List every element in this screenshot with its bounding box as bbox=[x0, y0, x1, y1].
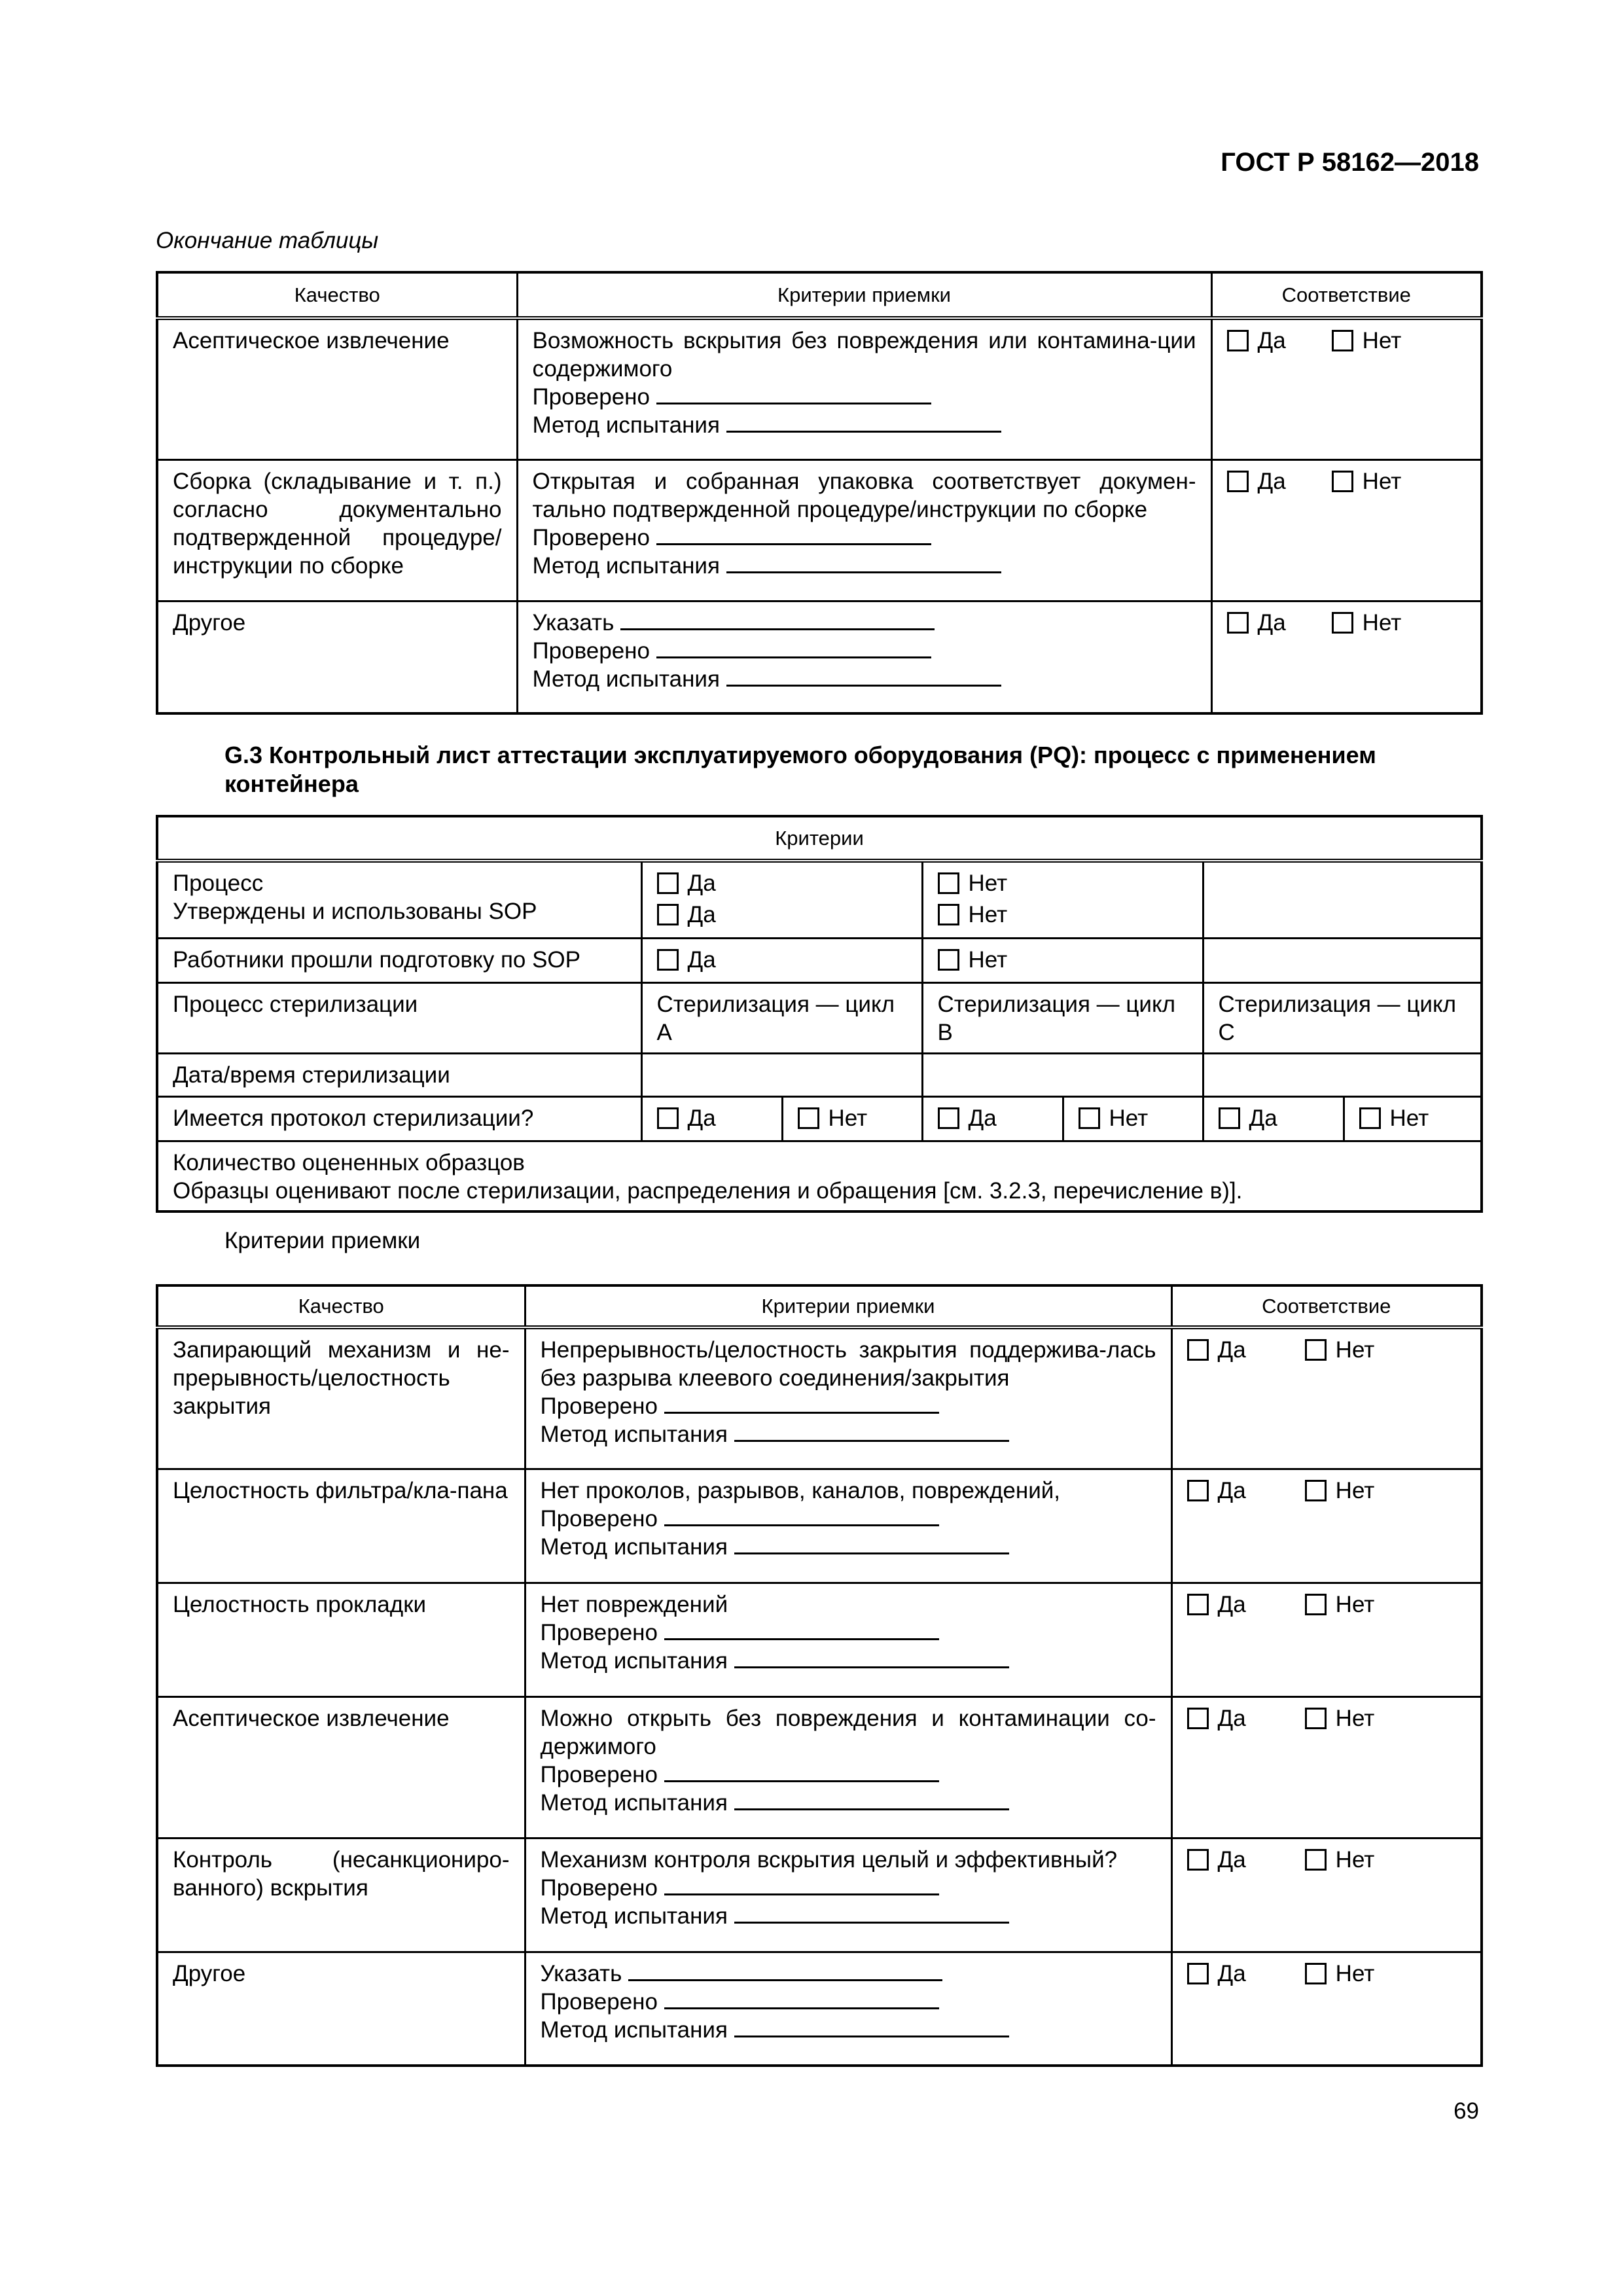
yes-label: Да bbox=[687, 870, 716, 896]
method-label: Метод испытания bbox=[540, 1534, 728, 1560]
yes-label: Да bbox=[1217, 1591, 1246, 1617]
specify-field[interactable] bbox=[628, 1960, 942, 1981]
header-compliance: Соответствие bbox=[1171, 1285, 1482, 1327]
method-label: Метод испытания bbox=[532, 552, 720, 579]
header-quality: Качество bbox=[157, 272, 517, 318]
table-row bbox=[157, 1952, 1482, 2066]
no-checkbox[interactable] bbox=[1332, 612, 1353, 634]
criteria-cell bbox=[517, 318, 1211, 459]
yes-label: Да bbox=[968, 1105, 997, 1131]
yes-label: Да bbox=[1217, 1477, 1246, 1503]
compliance-cell bbox=[1211, 601, 1482, 713]
method-label: Метод испытания bbox=[532, 412, 720, 438]
process-no-checkbox[interactable] bbox=[938, 872, 959, 894]
quality-cell: Целостность фильтра/кла-пана bbox=[157, 1469, 525, 1583]
criteria-text: Можно открыть без повреждения и контаминации со-держимого bbox=[540, 1705, 1156, 1759]
no-label: Нет bbox=[968, 946, 1008, 973]
no-label: Нет bbox=[1335, 1960, 1375, 1986]
section-g3-heading: G.3 Контрольный лист аттестации эксплуатируемого оборудования (PQ): процесс с применением контейнера bbox=[224, 742, 1376, 797]
sop-approved-yes-checkbox[interactable] bbox=[657, 904, 679, 925]
compliance-cell bbox=[1171, 1838, 1482, 1952]
compliance-cell bbox=[1171, 1327, 1482, 1469]
table-continuation-caption: Окончание таблицы bbox=[156, 228, 379, 253]
cycle-c-header: Стерилизация — цикл С bbox=[1203, 982, 1482, 1053]
no-checkbox[interactable] bbox=[1332, 471, 1353, 492]
yes-checkbox[interactable] bbox=[1187, 1339, 1209, 1361]
header-criteria: Критерии bbox=[157, 816, 1482, 861]
table-row bbox=[157, 1583, 1482, 1696]
yes-label: Да bbox=[1249, 1105, 1277, 1131]
sop-approved-label: Утверждены и использованы SOP bbox=[173, 899, 537, 924]
yes-label: Да bbox=[1257, 468, 1286, 494]
method-label: Метод испытания bbox=[532, 666, 720, 692]
process-cell bbox=[157, 861, 641, 938]
sop-trained-label: Работники прошли подготовку по SOP bbox=[157, 938, 641, 982]
process-label: Процесс bbox=[173, 870, 264, 896]
quality-cell: Контроль (несанкциониро-ванного) вскрытия bbox=[157, 1838, 525, 1952]
test-method-field[interactable] bbox=[734, 1533, 1009, 1554]
table-row bbox=[157, 1696, 1482, 1838]
criteria-text: Непрерывность/целостность закрытия поддержива-лась без разрыва клеевого соединения/закрытия bbox=[540, 1337, 1156, 1391]
cycle-b-datetime-field[interactable] bbox=[922, 1053, 1203, 1096]
criteria-cell bbox=[525, 1838, 1171, 1952]
criteria-cell bbox=[517, 459, 1211, 601]
checked-label: Проверено bbox=[540, 1761, 658, 1787]
samples-label: Количество оцененных образцов bbox=[173, 1149, 525, 1175]
no-label: Нет bbox=[1109, 1105, 1149, 1131]
table-row bbox=[157, 1327, 1482, 1469]
compliance-cell bbox=[1171, 1583, 1482, 1696]
yes-label: Да bbox=[687, 946, 716, 973]
no-label: Нет bbox=[1335, 1846, 1375, 1873]
cycle-a-datetime-field[interactable] bbox=[641, 1053, 922, 1096]
quality-cell: Целостность прокладки bbox=[157, 1583, 525, 1696]
acceptance-criteria-caption: Критерии приемки bbox=[224, 1228, 421, 1253]
criteria-text: Механизм контроля вскрытия целый и эффективный? bbox=[540, 1846, 1118, 1873]
compliance-cell bbox=[1171, 1469, 1482, 1583]
cycle-b-protocol-yes bbox=[922, 1096, 1063, 1141]
sop-approved-no-checkbox[interactable] bbox=[938, 904, 959, 925]
no-label: Нет bbox=[968, 902, 1008, 927]
criteria-cell bbox=[525, 1327, 1171, 1469]
no-checkbox[interactable] bbox=[1305, 1339, 1327, 1361]
method-label: Метод испытания bbox=[540, 1903, 728, 1929]
test-method-field[interactable] bbox=[734, 1789, 1009, 1810]
cycle-b-protocol-yes-checkbox[interactable] bbox=[938, 1107, 959, 1129]
yes-checkbox[interactable] bbox=[1227, 330, 1249, 351]
checked-label: Проверено bbox=[532, 637, 650, 664]
process-no-cell bbox=[922, 861, 1203, 938]
criteria-cell bbox=[525, 1469, 1171, 1583]
no-checkbox[interactable] bbox=[1305, 1849, 1327, 1871]
sop-trained-no-cell bbox=[922, 938, 1203, 982]
quality-cell: Асептическое извлечение bbox=[157, 318, 517, 459]
quality-cell: Запирающий механизм и не-прерывность/целостность закрытия bbox=[157, 1327, 525, 1469]
checked-by-field[interactable] bbox=[664, 1761, 939, 1782]
quality-cell: Другое bbox=[157, 601, 517, 713]
checked-by-field[interactable] bbox=[664, 1874, 939, 1895]
yes-label: Да bbox=[1217, 1960, 1246, 1986]
checked-label: Проверено bbox=[532, 524, 650, 550]
checked-label: Проверено bbox=[540, 1874, 658, 1901]
no-label: Нет bbox=[1362, 609, 1402, 636]
no-checkbox[interactable] bbox=[1305, 1594, 1327, 1615]
table-row bbox=[157, 318, 1482, 459]
no-label: Нет bbox=[828, 1105, 868, 1131]
sop-trained-no-checkbox[interactable] bbox=[938, 949, 959, 971]
document-code: ГОСТ Р 58162—2018 bbox=[1221, 148, 1479, 177]
table-row bbox=[157, 1469, 1482, 1583]
compliance-cell bbox=[1171, 1952, 1482, 2066]
header-acceptance-criteria: Критерии приемки bbox=[517, 272, 1211, 318]
method-label: Метод испытания bbox=[540, 2017, 728, 2043]
samples-note: Образцы оценивают после стерилизации, распределения и обращения [см. 3.2.3, перечисление в)]. bbox=[173, 1177, 1243, 1204]
quality-cell: Другое bbox=[157, 1952, 525, 2066]
no-checkbox[interactable] bbox=[1305, 1480, 1327, 1501]
empty-cell bbox=[1203, 938, 1482, 982]
test-method-field[interactable] bbox=[734, 1420, 1009, 1442]
cycle-c-protocol-yes bbox=[1203, 1096, 1344, 1141]
no-checkbox[interactable] bbox=[1305, 1708, 1327, 1729]
criteria-text: Нет проколов, разрывов, каналов, повреждений, bbox=[540, 1477, 1061, 1503]
sterilization-protocol-label: Имеется протокол стерилизации? bbox=[157, 1096, 641, 1141]
compliance-cell bbox=[1211, 318, 1482, 459]
method-label: Метод испытания bbox=[540, 1422, 728, 1447]
test-method-field[interactable] bbox=[726, 665, 1001, 687]
yes-label: Да bbox=[1257, 609, 1286, 636]
samples-cell bbox=[157, 1141, 1482, 1211]
no-label: Нет bbox=[968, 870, 1008, 896]
no-label: Нет bbox=[1389, 1105, 1429, 1131]
no-label: Нет bbox=[1335, 1337, 1375, 1363]
no-label: Нет bbox=[1335, 1591, 1375, 1617]
cycle-c-datetime-field[interactable] bbox=[1203, 1053, 1482, 1096]
checked-label: Проверено bbox=[540, 1505, 658, 1532]
criteria-cell bbox=[525, 1696, 1171, 1838]
checked-by-field[interactable] bbox=[664, 1392, 939, 1414]
checked-by-field[interactable] bbox=[664, 1619, 939, 1640]
sop-trained-yes-cell bbox=[641, 938, 922, 982]
checked-label: Проверено bbox=[540, 1988, 658, 2015]
cycle-b-header: Стерилизация — цикл В bbox=[922, 982, 1203, 1053]
yes-checkbox[interactable] bbox=[1187, 1594, 1209, 1615]
quality-cell: Асептическое извлечение bbox=[157, 1696, 525, 1838]
checked-label: Проверено bbox=[540, 1619, 658, 1645]
page-number: 69 bbox=[1454, 2098, 1479, 2124]
cycle-a-protocol-yes-checkbox[interactable] bbox=[657, 1107, 679, 1129]
yes-checkbox[interactable] bbox=[1227, 612, 1249, 634]
sterilization-datetime-label: Дата/время стерилизации bbox=[157, 1053, 641, 1096]
process-yes-checkbox[interactable] bbox=[657, 872, 679, 894]
checked-by-field[interactable] bbox=[656, 524, 931, 545]
yes-label: Да bbox=[1217, 1337, 1246, 1363]
compliance-cell bbox=[1211, 459, 1482, 601]
criteria-text: Открытая и собранная упаковка соответствует докумен-тально подтвержденной процедуре/инструкции по сборке bbox=[532, 468, 1196, 522]
specify-label: Указать bbox=[540, 1960, 622, 1986]
process-yes-cell bbox=[641, 861, 922, 938]
yes-label: Да bbox=[1257, 328, 1286, 353]
quality-cell: Сборка (складывание и т. п.) согласно документально подтвержденной процедуре/ инструкции по сборке bbox=[157, 459, 517, 601]
yes-checkbox[interactable] bbox=[1227, 471, 1249, 492]
cycle-a-protocol-no bbox=[782, 1096, 922, 1141]
no-label: Нет bbox=[1362, 468, 1402, 494]
cycle-a-header: Стерилизация — цикл А bbox=[641, 982, 922, 1053]
method-label: Метод испытания bbox=[540, 1647, 728, 1674]
no-label: Нет bbox=[1362, 328, 1402, 353]
no-label: Нет bbox=[1335, 1477, 1375, 1503]
cycle-c-protocol-yes-checkbox[interactable] bbox=[1219, 1107, 1240, 1129]
sterilization-process-label: Процесс стерилизации bbox=[157, 982, 641, 1053]
criteria-cell bbox=[525, 1952, 1171, 2066]
yes-checkbox[interactable] bbox=[1187, 1708, 1209, 1729]
checked-by-field[interactable] bbox=[664, 1505, 939, 1526]
test-method-field[interactable] bbox=[726, 552, 1001, 573]
acceptance-table-continued bbox=[156, 271, 1483, 715]
checked-by-field[interactable] bbox=[656, 637, 931, 658]
yes-label: Да bbox=[687, 1105, 716, 1131]
method-label: Метод испытания bbox=[540, 1789, 728, 1816]
checked-label: Проверено bbox=[532, 384, 650, 410]
header-quality: Качество bbox=[157, 1285, 525, 1327]
checked-by-field[interactable] bbox=[656, 383, 931, 404]
specify-label: Указать bbox=[532, 609, 615, 636]
test-method-field[interactable] bbox=[734, 1647, 1009, 1668]
table-row bbox=[157, 1838, 1482, 1952]
test-method-field[interactable] bbox=[734, 1902, 1009, 1924]
header-acceptance-criteria: Критерии приемки bbox=[525, 1285, 1171, 1327]
cycle-b-protocol-no bbox=[1063, 1096, 1203, 1141]
compliance-cell bbox=[1171, 1696, 1482, 1838]
yes-label: Да bbox=[687, 902, 716, 927]
cycle-a-protocol-no-checkbox[interactable] bbox=[798, 1107, 819, 1129]
yes-label: Да bbox=[1217, 1846, 1246, 1873]
yes-checkbox[interactable] bbox=[1187, 1480, 1209, 1501]
sop-trained-yes-checkbox[interactable] bbox=[657, 949, 679, 971]
test-method-field[interactable] bbox=[734, 2016, 1009, 2037]
cycle-c-protocol-no bbox=[1344, 1096, 1482, 1141]
acceptance-criteria-table bbox=[156, 1284, 1483, 2067]
checked-label: Проверено bbox=[540, 1393, 658, 1419]
empty-cell bbox=[1203, 861, 1482, 938]
header-compliance: Соответствие bbox=[1211, 272, 1482, 318]
no-checkbox[interactable] bbox=[1332, 330, 1353, 351]
table-row bbox=[157, 459, 1482, 601]
criteria-cell bbox=[525, 1583, 1171, 1696]
specify-field[interactable] bbox=[620, 609, 935, 630]
checked-by-field[interactable] bbox=[664, 1988, 939, 2009]
yes-checkbox[interactable] bbox=[1187, 1963, 1209, 1984]
criteria-cell bbox=[517, 601, 1211, 713]
test-method-field[interactable] bbox=[726, 411, 1001, 433]
cycle-a-protocol-yes bbox=[641, 1096, 782, 1141]
criteria-text: Нет повреждений bbox=[540, 1591, 728, 1617]
cycle-c-protocol-no-checkbox[interactable] bbox=[1359, 1107, 1381, 1129]
table-row bbox=[157, 601, 1482, 713]
yes-label: Да bbox=[1217, 1705, 1246, 1731]
no-checkbox[interactable] bbox=[1305, 1963, 1327, 1984]
no-label: Нет bbox=[1335, 1705, 1375, 1731]
criteria-text: Возможность вскрытия без повреждения или контамина-ции содержимого bbox=[532, 328, 1196, 382]
yes-checkbox[interactable] bbox=[1187, 1849, 1209, 1871]
pq-criteria-table bbox=[156, 815, 1483, 1213]
cycle-b-protocol-no-checkbox[interactable] bbox=[1079, 1107, 1100, 1129]
